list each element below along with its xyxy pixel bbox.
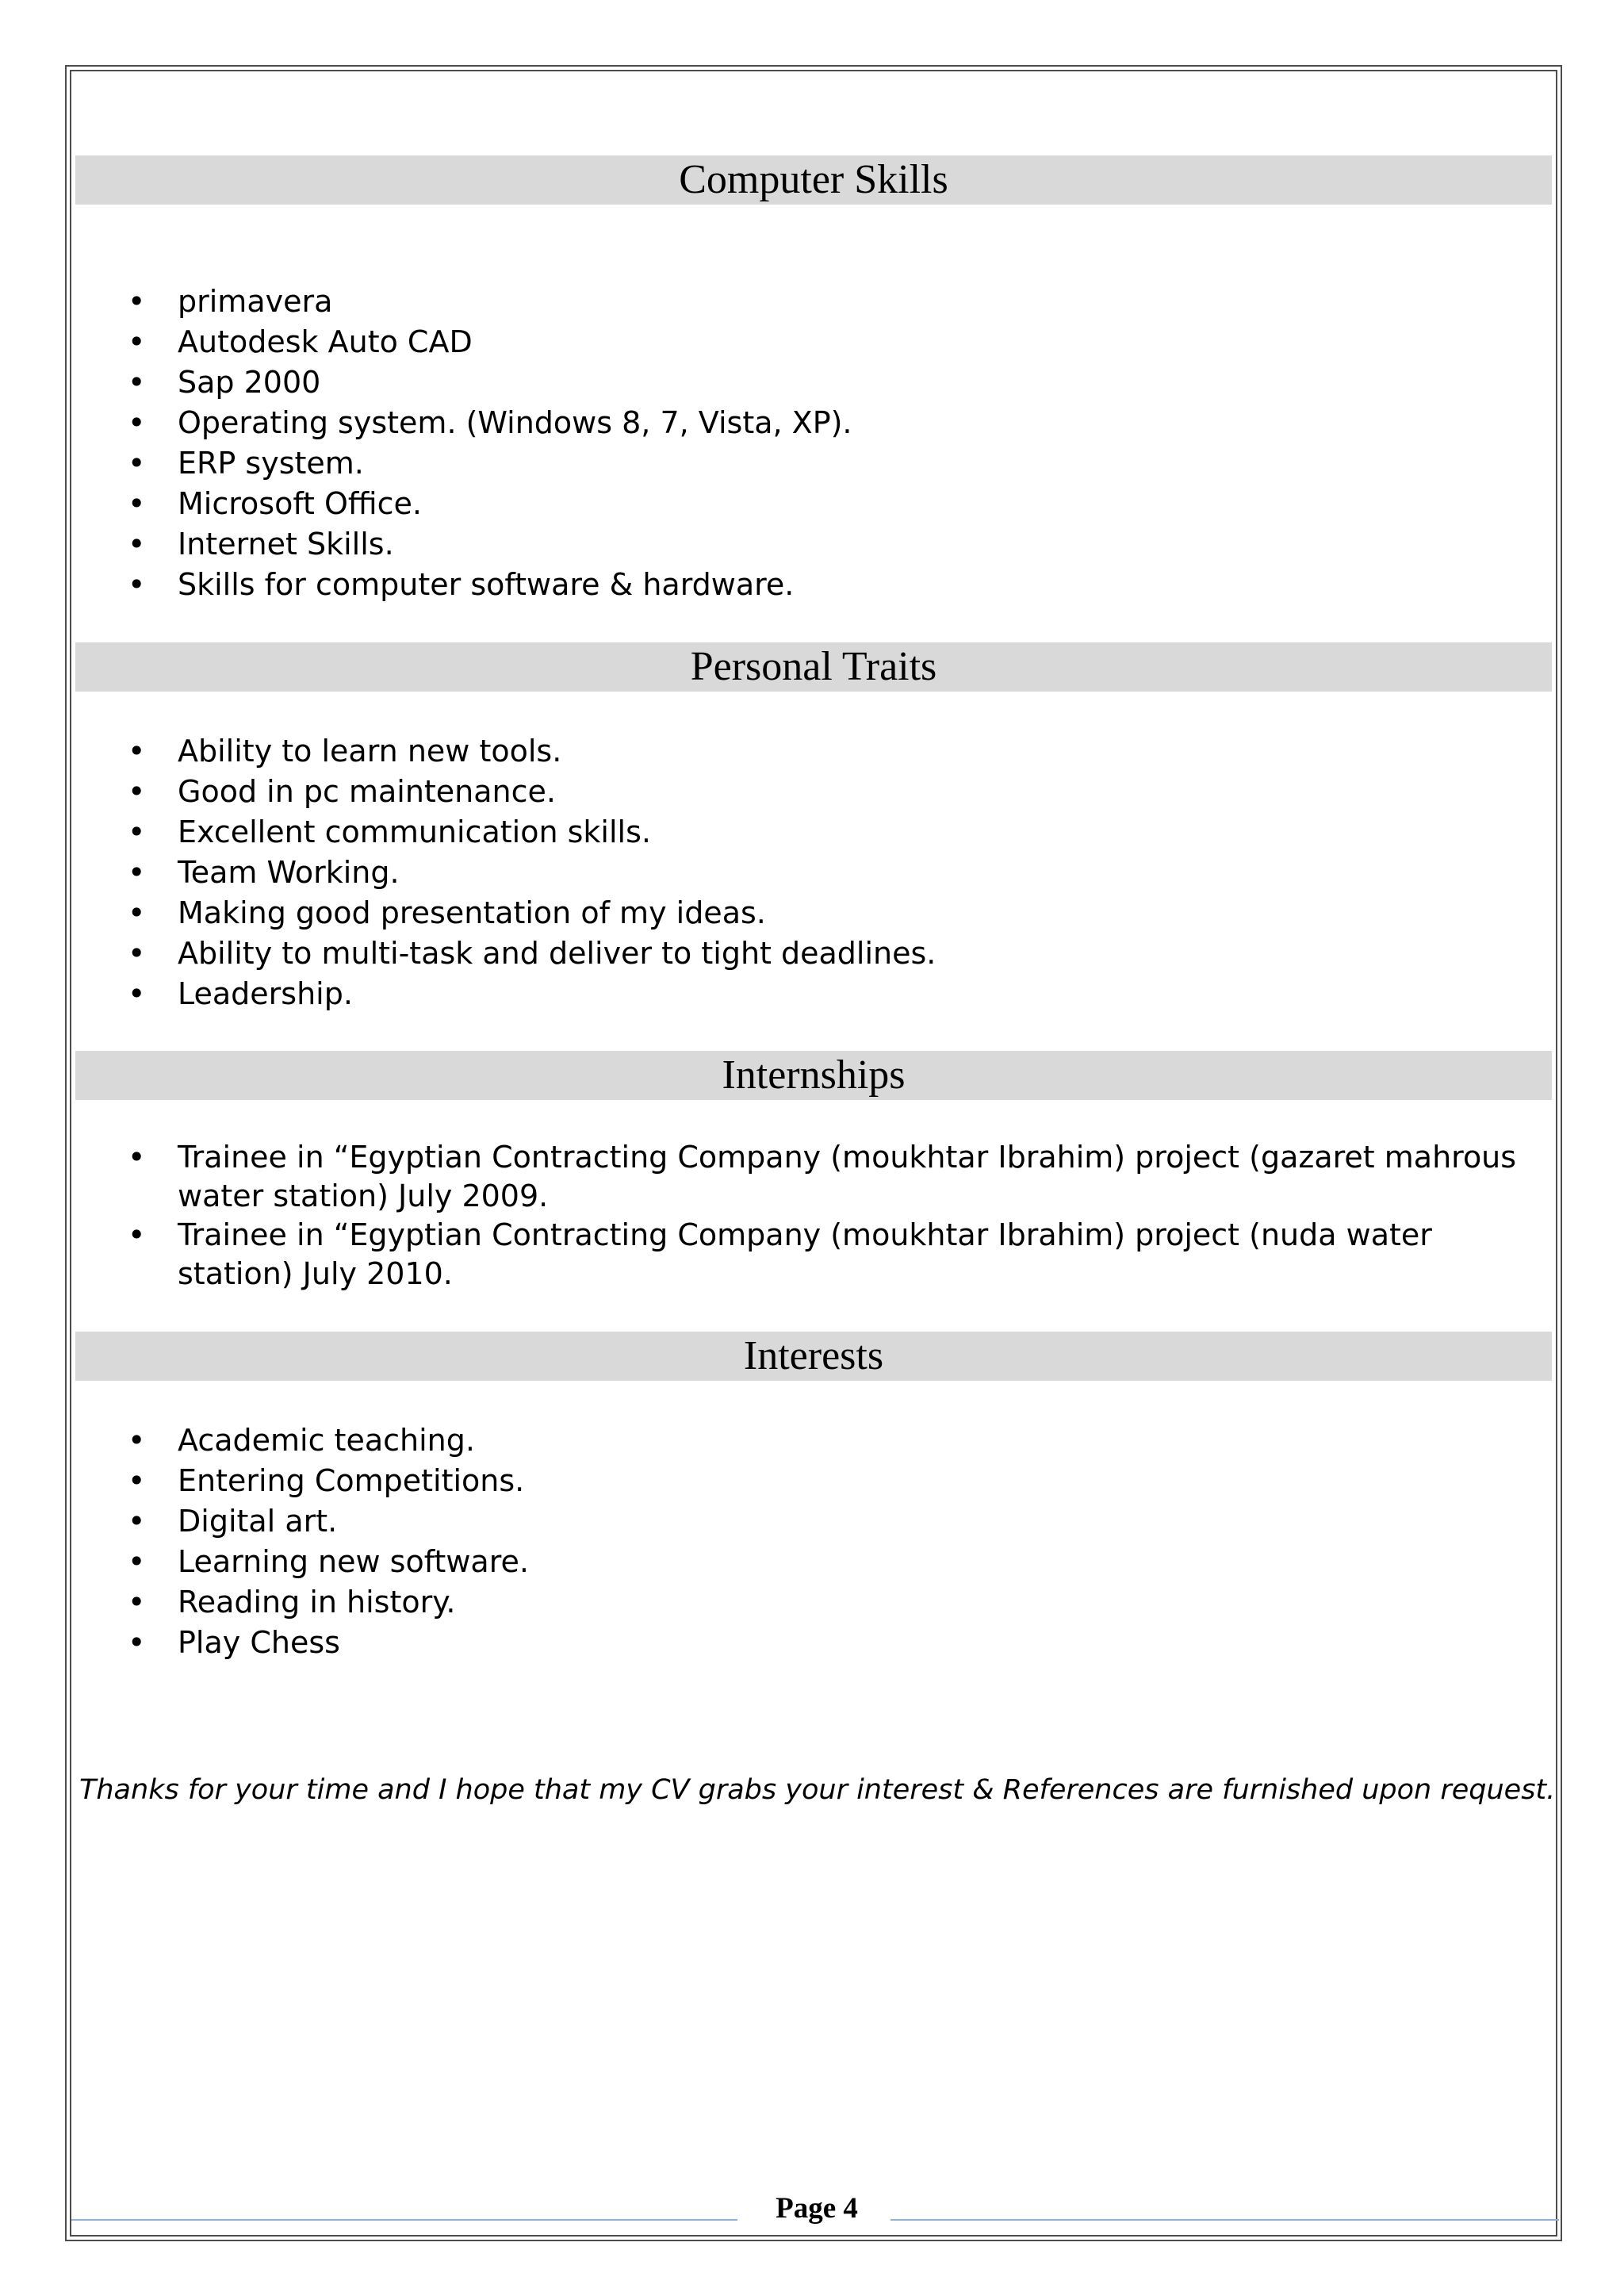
list-item: • Trainee in “Egyptian Contracting Company (moukhtar Ibrahim) project (nuda water station) July 2010. [75, 1216, 1550, 1294]
section-header-computer-skills [75, 155, 1552, 205]
list-item: • Reading in history. [75, 1582, 1550, 1623]
section-header-internships [75, 1051, 1552, 1100]
list-item: • Sap 2000 [75, 362, 1550, 403]
list-item: • ERP system. [75, 443, 1550, 484]
list-item: • Digital art. [75, 1501, 1550, 1542]
computer-skills-list [75, 282, 1550, 605]
personal-traits-list [75, 731, 1550, 1014]
list-item: • Academic teaching. [75, 1420, 1550, 1461]
list-item: • Good in pc maintenance. [75, 772, 1550, 812]
internships-list [75, 1138, 1550, 1294]
list-item: • Team Working. [75, 853, 1550, 893]
section-title: Internships [722, 1052, 906, 1098]
page-number: Page 4 [776, 2192, 858, 2225]
section-title: Personal Traits [690, 644, 937, 689]
footer-rule-left [71, 2219, 737, 2221]
list-item: • Excellent communication skills. [75, 812, 1550, 853]
section-header-personal-traits [75, 642, 1552, 692]
list-item: • Entering Competitions. [75, 1461, 1550, 1501]
interests-list [75, 1420, 1550, 1663]
list-item: • Internet Skills. [75, 524, 1550, 565]
footer-rule-right [891, 2219, 1559, 2221]
list-item: • Ability to learn new tools. [75, 731, 1550, 772]
section-title: Interests [743, 1333, 884, 1378]
list-item: • Leadership. [75, 974, 1550, 1014]
section-header-interests [75, 1332, 1552, 1381]
list-item: • Play Chess [75, 1623, 1550, 1663]
list-item: • primavera [75, 282, 1550, 322]
closing-note: Thanks for your time and I hope that my CV grabs your interest & References are furnished upon request. [79, 1774, 1556, 1806]
section-title: Computer Skills [679, 157, 948, 202]
list-item: • Learning new software. [75, 1542, 1550, 1582]
list-item: • Operating system. (Windows 8, 7, Vista, XP). [75, 403, 1550, 443]
list-item: • Microsoft Office. [75, 484, 1550, 524]
list-item: • Making good presentation of my ideas. [75, 893, 1550, 933]
list-item: • Skills for computer software & hardware. [75, 565, 1550, 605]
list-item: • Trainee in “Egyptian Contracting Company (moukhtar Ibrahim) project (gazaret mahrous water station) July 2009. [75, 1138, 1550, 1216]
list-item: • Autodesk Auto CAD [75, 322, 1550, 362]
list-item: • Ability to multi-task and deliver to tight deadlines. [75, 933, 1550, 974]
